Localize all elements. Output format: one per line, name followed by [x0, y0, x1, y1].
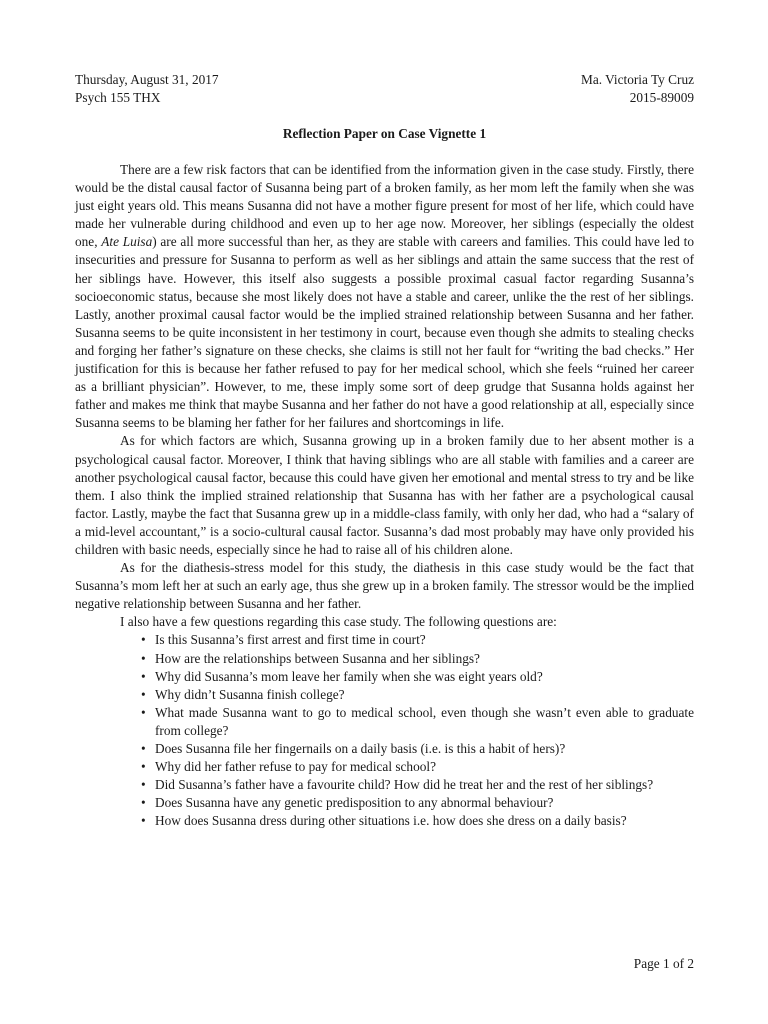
- list-item: • How are the relationships between Susanna and her siblings?: [155, 650, 694, 668]
- list-item: • Why didn’t Susanna finish college?: [155, 686, 694, 704]
- list-item: • Why did Susanna’s mom leave her family when she was eight years old?: [155, 668, 694, 686]
- course-code: Psych 155 THX: [75, 90, 161, 105]
- paragraph-questions-intro: I also have a few questions regarding this case study. The following questions are:: [120, 614, 557, 630]
- list-item: • Why did her father refuse to pay for medical school?: [155, 758, 694, 776]
- paragraph-diathesis-stress: As for the diathesis-stress model for this study, the diathesis in this case study would be the fact that Susanna’s mom left her at such an early age, thus she grew up in a broken family. The stressor would be the implied negative relationship between Susanna and her father.: [75, 560, 694, 612]
- list-item: • Did Susanna’s father have a favourite child? How did he treat her and the rest of her siblings?: [155, 776, 694, 794]
- document-title: Reflection Paper on Case Vignette 1: [282, 126, 487, 141]
- document-body: [75, 161, 694, 830]
- paragraph-text: There are a few risk factors that can be identified from the information given in the case study. Firstly, there would be the distal causal factor of Susanna being part of a broken family, as her mom left the family when she was just eight years old. This means Susanna did not have a mother figure present for most of her life, which could have made her vulnerable during childhood and even up to her age now. Moreover, her siblings (especially the oldest one,: [75, 162, 694, 250]
- paragraph-text: ) are all more successful than her, as they are stable with careers and families. This could have led to insecurities and pressure for Susanna to perform as well as her siblings and attain the same success that the rest of her siblings have. However, this itself also suggests a possible proximal casual factor regarding Susanna’s socioeconomic status, because she most likely does not have a stable and career, unlike the the rest of her siblings. Lastly, another proximal causal factor would be the implied strained relationship between Susanna and her father. Susanna seems to be quite inconsistent in her testimony in court, because even though she admits to stealing checks and forging her father’s signature on these checks, she claims is still not her fault for “writing the bad checks.” Her justification for this is because her father refused to pay for her medical school, which she feels “ruined her career as a brilliant physician”. However, to me, these imply some sort of deep grudge that Susanna holds against her father and makes me think that maybe Susanna and her father do not have a good relationship at all, especially since Susanna seems to be blaming her father for her failures and shortcomings in life.: [75, 234, 694, 431]
- author-name: Ma. Victoria Ty Cruz: [581, 72, 694, 87]
- paragraph-factor-types: As for which factors are which, Susanna growing up in a broken family due to her absent mother is a psychological causal factor. Moreover, I think that having siblings who are all stable with families and a career are another psychological causal factor, because this could have given her emotional and mental stress to try and be like them. I also think the implied strained relationship that Susanna has with her father are a psychological causal factor. Lastly, maybe the fact that Susanna grew up in a middle-class family, with only her dad, who had a “salary of a mid-level accountant,” is a socio-cultural causal factor. Susanna’s dad most probably may have only provided his children with basic needs, especially since he had to raise all of his children alone.: [75, 433, 694, 557]
- list-item: • Does Susanna have any genetic predisposition to any abnormal behaviour?: [155, 794, 694, 812]
- emphasized-name: Ate Luisa: [101, 234, 153, 250]
- date-text: Thursday, August 31, 2017: [75, 72, 219, 87]
- list-item: • Does Susanna file her fingernails on a daily basis (i.e. is this a habit of hers)?: [155, 740, 694, 758]
- document-header: [75, 71, 694, 107]
- list-item: • How does Susanna dress during other situations i.e. how does she dress on a daily basis?: [155, 812, 694, 830]
- questions-list: [75, 631, 694, 830]
- paragraph-risk-factors: [75, 161, 694, 432]
- list-item: • What made Susanna want to go to medical school, even though she wasn’t even able to graduate from college?: [155, 704, 694, 740]
- page-number: Page 1 of 2: [633, 956, 694, 971]
- student-id: 2015-89009: [629, 90, 694, 105]
- header-row-1: [75, 71, 694, 89]
- header-row-2: [75, 89, 694, 107]
- list-item: • Is this Susanna’s first arrest and first time in court?: [155, 631, 694, 649]
